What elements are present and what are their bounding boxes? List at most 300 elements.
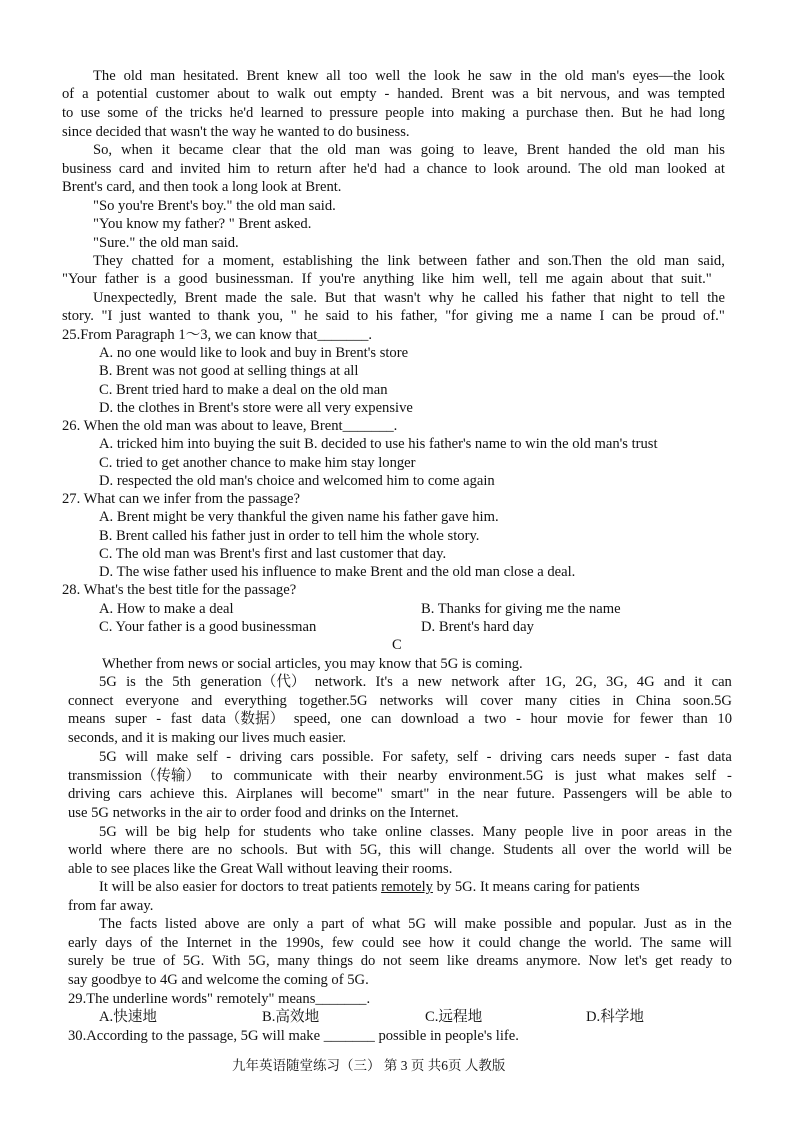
story-line-12-word: that <box>651 271 674 287</box>
passage-c-line-10-word: live <box>571 824 594 840</box>
passage-c-line-3 <box>68 692 732 710</box>
page-footer: 九年英语随堂练习（三） 第 3 页 共6页 人教版 <box>232 1058 506 1073</box>
passage-c-line-10-word: the <box>714 824 732 840</box>
story-line-6-word: look <box>493 161 520 177</box>
passage-c-line-15-word: of <box>351 916 365 932</box>
story-line-6-word: invited <box>179 161 221 177</box>
story-line-14 <box>62 307 725 325</box>
passage-c-line-16-word: how <box>429 935 455 951</box>
passage-c-line-16-word: same <box>670 935 701 951</box>
passage-c-line-3-word: will <box>445 693 469 709</box>
passage-c-line-15-word: make <box>464 916 497 932</box>
passage-c-line-8-word: Passengers <box>563 786 628 802</box>
passage-c-line-10-word: for <box>238 824 256 840</box>
passage-c-line-4-word: - <box>156 711 162 727</box>
story-line-13-word: Brent <box>184 290 218 306</box>
story-line-13-word: why <box>428 290 454 306</box>
story-line-14-word: you, <box>257 308 284 324</box>
passage-c-line-15-word: in <box>694 916 707 932</box>
passage-c-line-16-word: in <box>239 935 252 951</box>
story-line-6-word: The <box>578 161 602 177</box>
question-28-option-b: B. Thanks for giving me the name <box>421 601 621 617</box>
passage-c-line-1: Whether from news or social articles, you may know that 5G is coming. <box>102 656 523 672</box>
passage-c-line-16-word: will <box>709 935 732 951</box>
passage-c-line-10-word: online <box>385 824 422 840</box>
passage-c-line-2-word: can <box>711 674 732 690</box>
story-line-11-word: moment, <box>222 253 275 269</box>
question-29-option-d: D.科学地 <box>586 1009 644 1025</box>
story-line-11-word: man <box>664 253 690 269</box>
passage-c-line-2-word: generation（代） <box>200 674 306 690</box>
passage-c-line-16-word: could <box>361 935 395 951</box>
passage-c-line-11-word: world <box>644 842 679 858</box>
passage-c-line-10-word: who <box>319 824 345 840</box>
story-line-6-word: he'd <box>353 161 377 177</box>
passage-c-line-17-word: not <box>382 953 402 969</box>
story-line-1-word: look <box>698 68 725 84</box>
story-line-2-word: about <box>217 86 250 102</box>
story-line-11-word: said, <box>697 253 725 269</box>
question-28-option-a: A. How to make a deal <box>99 601 234 617</box>
question-25-option-c: C. Brent tried hard to make a deal on the old man <box>99 382 388 398</box>
passage-c-line-10-word: classes. <box>429 824 475 840</box>
passage-c-line-3-word: and <box>191 693 213 709</box>
story-line-5-word: his <box>707 142 725 158</box>
passage-c-line-8-word: able <box>688 786 713 802</box>
passage-c-line-4-word: super <box>114 711 147 727</box>
story-line-11 <box>93 252 725 270</box>
story-line-12-word: father <box>104 271 139 287</box>
story-line-5-word: when <box>121 142 153 158</box>
story-line-3-word: the <box>164 105 183 121</box>
story-line-6-word: card <box>118 161 145 177</box>
story-line-3-word: then. <box>585 105 615 121</box>
question-27-option-b: B. Brent called his father just in order to tell him the whole story. <box>99 528 480 544</box>
passage-c-line-3-word: soon.5G <box>682 693 732 709</box>
story-line-11-word: between <box>418 253 468 269</box>
passage-c-line-11-word: change. <box>449 842 495 858</box>
passage-c-line-17-word: of <box>163 953 176 969</box>
story-line-6-word: and <box>151 161 173 177</box>
story-line-1-word: the <box>539 68 557 84</box>
story-line-1-word: saw <box>489 68 513 84</box>
story-line-13-word: tell <box>680 290 700 306</box>
passage-c-line-15-word: possible <box>504 916 552 932</box>
passage-c-line-2-word: 5G <box>99 674 117 690</box>
story-line-5-word: handed <box>568 142 611 158</box>
passage-c-line-17 <box>68 952 732 970</box>
passage-c-line-10-word: in <box>694 824 706 840</box>
passage-c-line-7-word: - <box>727 768 732 784</box>
passage-c-line-15-word: listed <box>165 916 197 932</box>
passage-c-line-16-word: see <box>402 935 421 951</box>
passage-c-line-11-word: schools. <box>240 842 288 858</box>
story-line-14-word: can <box>612 308 633 324</box>
story-line-1-word: knew <box>286 68 319 84</box>
story-line-12-word: me <box>545 271 564 287</box>
passage-c-line-16 <box>68 934 732 952</box>
passage-c-line-15-word: a <box>306 916 314 932</box>
story-line-5-word: going <box>420 142 455 158</box>
passage-c-line-4-word: data（数据） <box>201 711 285 727</box>
passage-c-line-8-word: driving <box>68 786 111 802</box>
passage-c-line-11-word: the <box>618 842 637 858</box>
passage-c-line-7-word: communicate <box>233 768 313 784</box>
passage-c-line-17-word: true <box>132 953 156 969</box>
story-line-5-word: it <box>161 142 170 158</box>
story-line-6-word: after <box>319 161 346 177</box>
story-line-2-word: nervous, <box>560 86 611 102</box>
passage-c-line-15-word: 5G <box>408 916 427 932</box>
passage-c-line-17-word: let's <box>624 953 648 969</box>
story-line-2-word: and <box>618 86 640 102</box>
story-line-11-word: They <box>93 253 123 269</box>
story-line-13-word: made <box>225 290 257 306</box>
question-28-option-d: D. Brent's hard day <box>421 619 534 635</box>
passage-c-line-4-word: than <box>682 711 708 727</box>
story-line-5-word: man <box>354 142 381 158</box>
passage-c-line-4-word: fewer <box>639 711 673 727</box>
passage-c-line-6-word: - <box>486 749 492 765</box>
passage-c-line-10-word: big <box>177 824 197 840</box>
passage-c-line-11-word: are <box>191 842 210 858</box>
story-line-14-word: me <box>520 308 539 324</box>
passage-c-line-2-word: the <box>145 674 163 690</box>
story-line-6-word: to <box>474 161 487 177</box>
passage-c-line-15-word: popular. <box>588 916 637 932</box>
passage-c-line-11-word: there <box>154 842 184 858</box>
passage-c-line-13 <box>99 878 640 896</box>
passage-c-line-10-word: areas <box>656 824 687 840</box>
passage-c-line-2 <box>99 673 732 691</box>
story-line-6-word: return <box>276 161 312 177</box>
story-line-5-word: clear <box>232 142 261 158</box>
story-line-13-word: he <box>461 290 476 306</box>
story-line-11-word: son.Then <box>548 253 602 269</box>
story-line-1-word: old <box>564 68 584 84</box>
story-line-2-word: out <box>313 86 333 102</box>
question-25-option-b: B. Brent was not good at selling things at all <box>99 363 359 379</box>
passage-c-line-17-word: get <box>655 953 673 969</box>
passage-c-line-8-word: this. <box>202 786 228 802</box>
passage-c-line-8-word: near <box>483 786 509 802</box>
story-line-2-word: - <box>384 86 390 102</box>
passage-c-line-6-word: super <box>624 749 657 765</box>
passage-c-line-17-word: be <box>111 953 126 969</box>
story-line-2-word: tempted <box>677 86 725 102</box>
passage-c-line-15-word: as <box>674 916 687 932</box>
passage-c-line-16-word: early <box>68 935 98 951</box>
remotely-before: It will be also easier for doctors to treat patients <box>99 879 382 895</box>
question-28-stem: 28. What's the best title for the passage? <box>62 582 297 598</box>
story-line-1-word: eyes—the <box>632 68 692 84</box>
story-line-14-word: a <box>546 308 553 324</box>
story-line-12-word: about <box>610 271 644 287</box>
passage-c-line-2-word: and <box>663 674 685 690</box>
remotely-underlined-word: remotely <box>381 879 433 895</box>
passage-c-line-6-word: make <box>156 749 189 765</box>
passage-c-line-8-word: will <box>300 786 324 802</box>
story-line-1 <box>93 67 725 85</box>
story-line-2-word: customer <box>155 86 210 102</box>
passage-c-line-15-word: part <box>321 916 344 932</box>
passage-c-line-17-word: things <box>317 953 354 969</box>
story-line-13-word: night <box>623 290 654 306</box>
story-line-5-word: the <box>619 142 638 158</box>
story-line-11-word: the <box>361 253 379 269</box>
passage-c-line-3-word: everything <box>224 693 287 709</box>
story-line-14-word: his <box>375 308 393 324</box>
passage-c-line-10-word: poor <box>621 824 649 840</box>
passage-c-line-6-word: For <box>382 749 403 765</box>
story-line-2-word: handed. <box>397 86 444 102</box>
passage-c-line-8-word: in <box>437 786 449 802</box>
story-line-3 <box>62 104 725 122</box>
question-25-stem: 25.From Paragraph 1～3, we can know that_______. <box>62 327 373 343</box>
story-line-6 <box>62 160 725 178</box>
passage-c-line-7-word: environment.5G <box>448 768 544 784</box>
question-29-option-b: B.高效地 <box>262 1009 320 1025</box>
story-line-9: "You know my father? " Brent asked. <box>93 216 312 232</box>
passage-c-line-11-word: this <box>389 842 411 858</box>
passage-c-line-10-word: students <box>263 824 312 840</box>
story-line-2-word: Brent <box>451 86 484 102</box>
story-line-6-word: looked <box>667 161 707 177</box>
passage-c-line-15-word: the <box>713 916 732 932</box>
story-line-14-word: said <box>325 308 350 324</box>
passage-c-line-16-word: change <box>519 935 561 951</box>
story-line-1-word: too <box>348 68 368 84</box>
story-line-13-word: his <box>526 290 544 306</box>
story-line-14-word: giving <box>475 308 514 324</box>
story-line-12-word: him <box>451 271 475 287</box>
passage-c-line-4-word: two <box>484 711 507 727</box>
story-line-3-word: of <box>145 105 158 121</box>
passage-c-line-15-word: what <box>371 916 401 932</box>
story-line-13-word: that <box>353 290 376 306</box>
story-line-3-word: had <box>670 105 692 121</box>
passage-c-line-8-word: to <box>720 786 732 802</box>
passage-c-line-4-word: can <box>371 711 392 727</box>
story-line-5-word: that <box>269 142 292 158</box>
story-line-5-word: old <box>646 142 665 158</box>
passage-c-line-10-word: help <box>204 824 230 840</box>
passage-c-line-3-word: together.5G <box>299 693 368 709</box>
passage-c-line-10 <box>99 823 732 841</box>
story-line-5-word: old <box>327 142 346 158</box>
story-line-13-word: the <box>264 290 283 306</box>
story-line-13-word: But <box>324 290 346 306</box>
story-line-3-word: he <box>649 105 664 121</box>
story-line-1-word: well <box>375 68 401 84</box>
story-line-5-word: to <box>463 142 475 158</box>
story-line-11-word: father <box>475 253 510 269</box>
story-line-2-word: bit <box>536 86 553 102</box>
story-line-14-word: to <box>356 308 369 324</box>
story-line-6-word: business <box>62 161 112 177</box>
story-line-2 <box>62 85 725 103</box>
passage-c-line-3-word: in <box>612 693 624 709</box>
passage-c-line-15-word: The <box>99 916 122 932</box>
passage-c-line-17-word: anymore. <box>526 953 581 969</box>
story-line-2-word: a <box>82 86 89 102</box>
story-line-2-word: to <box>257 86 270 102</box>
story-line-5-word: was <box>389 142 412 158</box>
story-line-2-word: was <box>491 86 515 102</box>
passage-c-line-8-word: achieve <box>150 786 195 802</box>
passage-c-line-15-word: are <box>247 916 266 932</box>
story-line-14-word: be <box>639 308 654 324</box>
story-line-7: Brent's card, and then took a long look at Brent. <box>62 179 342 195</box>
passage-c-line-4-word: hour <box>530 711 558 727</box>
story-line-14-word: story. <box>62 308 94 324</box>
passage-c-line-17-word: Now <box>588 953 617 969</box>
passage-c-line-2-word: 2G, <box>575 674 597 690</box>
passage-c-line-7-word: transmission（传输） <box>68 768 201 784</box>
question-29-option-c: C.远程地 <box>425 1009 483 1025</box>
story-line-3-word: a <box>512 105 519 121</box>
story-line-12-word: "Your <box>62 271 97 287</box>
story-line-3-word: making <box>461 105 506 121</box>
passage-c-line-17-word: do <box>360 953 376 969</box>
story-line-5 <box>93 141 725 159</box>
story-line-13-word: called <box>483 290 519 306</box>
story-line-2-word: empty <box>340 86 377 102</box>
story-line-13 <box>93 289 725 307</box>
story-line-3-word: learned <box>260 105 304 121</box>
story-line-12-word: is <box>146 271 157 287</box>
story-line-12-word: If <box>301 271 312 287</box>
story-line-5-word: leave, <box>483 142 518 158</box>
story-line-14-word: of." <box>703 308 725 324</box>
passage-c-line-5: seconds, and it is making our lives much easier. <box>68 730 347 746</box>
passage-c-line-6 <box>99 748 732 766</box>
passage-c-line-10-word: be <box>155 824 170 840</box>
passage-c-line-3-word: many <box>524 693 558 709</box>
story-line-12-word: well, <box>482 271 512 287</box>
passage-c-line-7-word: with <box>323 768 350 784</box>
passage-c-line-6-word: will <box>125 749 149 765</box>
story-line-13-word: that <box>593 290 616 306</box>
passage-c-line-10-word: will <box>125 824 148 840</box>
passage-c-line-2-word: it <box>694 674 703 690</box>
passage-c-line-4-word: means <box>68 711 106 727</box>
passage-c-line-17-word: 5G. <box>182 953 205 969</box>
story-line-11-word: a <box>207 253 215 269</box>
passage-c-line-4 <box>68 710 732 728</box>
passage-c-line-6-word: cars <box>550 749 575 765</box>
story-line-14-word: father, <box>400 308 438 324</box>
story-line-3-word: tricks <box>189 105 223 121</box>
story-line-3-word: some <box>107 105 139 121</box>
passage-c-line-8-word: smart" <box>390 786 430 802</box>
story-line-14-word: proud <box>661 308 696 324</box>
story-line-12-word: good <box>178 271 208 287</box>
question-27-option-d: D. The wise father used his influence to make Brent and the old man close a deal. <box>99 564 576 580</box>
story-line-13-word: father <box>551 290 586 306</box>
passage-c-line-16-word: The <box>640 935 663 951</box>
story-line-5-word: the <box>300 142 319 158</box>
story-line-5-word: So, <box>93 142 113 158</box>
story-line-6-word: him <box>227 161 251 177</box>
passage-c-line-17-word: like <box>446 953 469 969</box>
story-line-14-word: name <box>560 308 592 324</box>
passage-c-line-17-word: seem <box>409 953 440 969</box>
story-line-11-word: the <box>610 253 629 269</box>
passage-c-line-16-word: the <box>160 935 179 951</box>
passage-c-line-4-word: 10 <box>717 711 732 727</box>
passage-c-line-2-word: 5th <box>172 674 191 690</box>
passage-c-line-10-word: in <box>601 824 614 840</box>
passage-c-line-6-word: - <box>664 749 670 765</box>
passage-c-line-18: say goodbye to 4G and welcome the coming of 5G. <box>68 972 369 988</box>
passage-c-line-11-word: all <box>561 842 577 858</box>
story-line-2-word: a <box>522 86 529 102</box>
passage-c-line-16-word: of <box>140 935 153 951</box>
story-line-6-word: to <box>258 161 270 177</box>
story-line-6-word: had <box>384 161 406 177</box>
passage-c-line-4-word: - <box>515 711 521 727</box>
question-26-stem: 26. When the old man was about to leave, Brent_______. <box>62 418 398 434</box>
question-27-stem: 27. What can we infer from the passage? <box>62 491 300 507</box>
passage-c-line-10-word: take <box>352 824 378 840</box>
story-line-1-word: man's <box>591 68 625 84</box>
passage-c-line-2-word: is <box>126 674 136 690</box>
story-line-5-word: Brent <box>526 142 560 158</box>
passage-c-line-7-word: nearby <box>397 768 438 784</box>
story-line-14-word: "I <box>101 308 113 324</box>
passage-c-line-10-word: people <box>524 824 564 840</box>
passage-c-line-2-word: network. <box>314 674 367 690</box>
story-line-13-word: to <box>661 290 673 306</box>
passage-c-line-2-word: after <box>508 674 536 690</box>
passage-c-line-15-word: will <box>433 916 457 932</box>
passage-c-line-15-word: and <box>559 916 581 932</box>
question-26-options-ab: A. tricked him into buying the suit B. decided to use his father's name to win the old man's trust <box>99 436 658 452</box>
passage-c-line-9: use 5G networks in the air to order food and drinks on the Internet. <box>68 805 459 821</box>
passage-c-line-16-word: could <box>478 935 511 951</box>
story-line-1-word: look <box>433 68 460 84</box>
story-line-3-word: people <box>385 105 425 121</box>
story-line-1-word: hesitated. <box>183 68 239 84</box>
passage-c-line-6-word: fast <box>677 749 700 765</box>
passage-c-line-16-word: the <box>568 935 587 951</box>
passage-c-line-6-word: safety, <box>411 749 449 765</box>
passage-c-line-7-word: is <box>554 768 565 784</box>
question-30-stem: 30.According to the passage, 5G will make _______ possible in people's life. <box>68 1028 519 1044</box>
passage-c-line-10-word: Many <box>482 824 517 840</box>
passage-c-line-2-word: 3G, <box>606 674 628 690</box>
story-line-11-word: and <box>518 253 540 269</box>
passage-c-line-6-word: 5G <box>99 749 117 765</box>
story-line-6-word: man <box>634 161 660 177</box>
story-line-14-word: just <box>119 308 142 324</box>
passage-c-line-11-word: will <box>418 842 442 858</box>
passage-c-line-11-word: be <box>718 842 732 858</box>
passage-c-line-6-word: needs <box>582 749 616 765</box>
passage-c-line-17-word: surely <box>68 953 104 969</box>
question-27-option-c: C. The old man was Brent's first and last customer that day. <box>99 546 447 562</box>
passage-c-line-4-word: for <box>613 711 631 727</box>
passage-c-line-15-word: above <box>204 916 240 932</box>
passage-c-line-4-word: fast <box>170 711 192 727</box>
story-line-8: "So you're Brent's boy." the old man said. <box>93 198 336 214</box>
story-line-1-word: the <box>408 68 427 84</box>
story-line-14-word: " <box>290 308 297 324</box>
story-line-14-word: I <box>599 308 605 324</box>
passage-c-line-11-word: world <box>68 842 103 858</box>
passage-c-line-15-word: facts <box>129 916 158 932</box>
